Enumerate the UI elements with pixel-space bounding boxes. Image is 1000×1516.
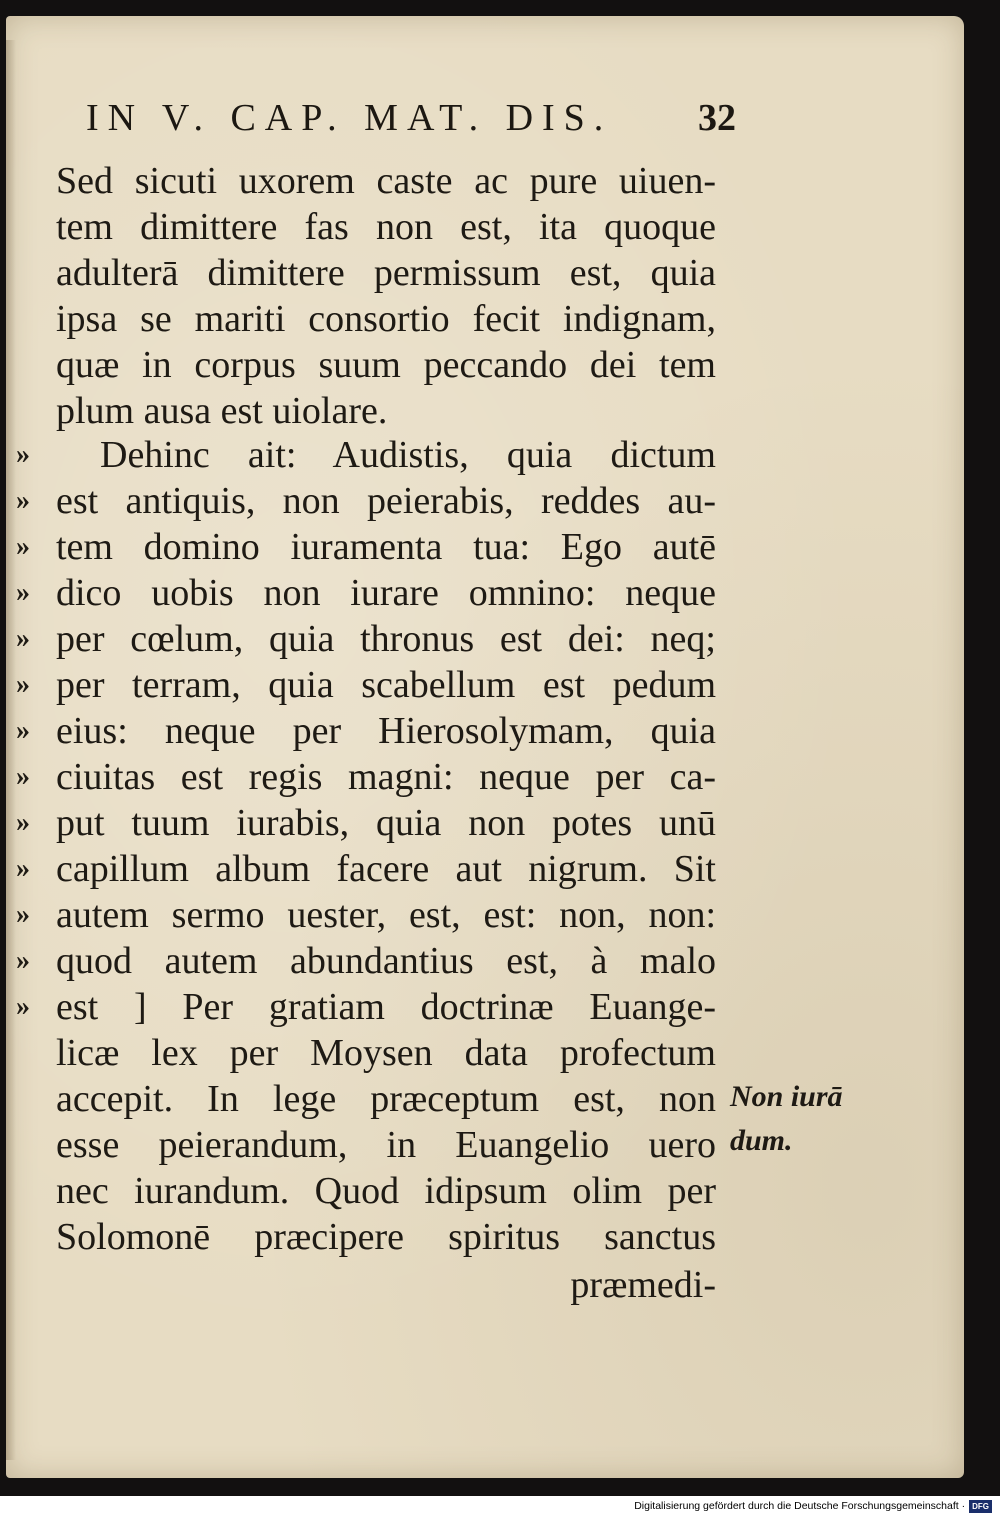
page-gutter-shadow: [6, 40, 16, 1460]
quote-mark: »: [16, 577, 30, 608]
quote-mark: »: [16, 531, 30, 562]
text-line: est antiquis, non peierabis, reddes au-: [56, 480, 716, 522]
marginal-note-line: dum.: [730, 1124, 793, 1157]
marginal-note-line: Non iurā: [730, 1080, 843, 1113]
folio-number: 32: [698, 97, 736, 139]
text-line: autem sermo uester, est, est: non, non:: [56, 894, 716, 936]
quote-mark: »: [16, 623, 30, 654]
quote-mark: »: [16, 485, 30, 516]
text-line: per terram, quia scabellum est pedum: [56, 664, 716, 706]
text-line: adulterā dimittere permissum est, quia: [56, 252, 716, 294]
text-line: tem dimittere fas non est, ita quoque: [56, 206, 716, 248]
text-line: quod autem abundantius est, à malo: [56, 940, 716, 982]
quote-mark: »: [16, 669, 30, 700]
text-line: put tuum iurabis, quia non potes unū: [56, 802, 716, 844]
text-line: ipsa se mariti consortio fecit indignam,: [56, 298, 716, 340]
catchword: præmedi-: [570, 1264, 716, 1306]
text-line: nec iurandum. Quod idipsum olim per: [56, 1170, 716, 1212]
quote-mark: »: [16, 807, 30, 838]
dfg-logo: DFG: [969, 1500, 992, 1513]
digitization-credit: [634, 1498, 992, 1514]
credit-text: Digitalisierung gefördert durch die Deutsche Forschungsgemeinschaft ·: [634, 1500, 966, 1512]
quote-mark: »: [16, 945, 30, 976]
text-line: plum ausa est uiolare.: [56, 390, 388, 432]
text-line: est ] Per gratiam doctrinæ Euange-: [56, 986, 716, 1028]
text-line: accepit. In lege præceptum est, non: [56, 1078, 716, 1120]
quote-mark: »: [16, 715, 30, 746]
quote-mark: »: [16, 439, 30, 470]
text-line: eius: neque per Hierosolymam, quia: [56, 710, 716, 752]
text-line: esse peierandum, in Euangelio uero: [56, 1124, 716, 1166]
quote-mark: »: [16, 899, 30, 930]
text-line: capillum album facere aut nigrum. Sit: [56, 848, 716, 890]
running-head: IN V. CAP. MAT. DIS.: [86, 97, 613, 139]
text-line: licæ lex per Moysen data profectum: [56, 1032, 716, 1074]
text-line: Sed sicuti uxorem caste ac pure uiuen-: [56, 160, 716, 202]
text-line: Solomonē præcipere spiritus sanctus: [56, 1216, 716, 1258]
quote-mark: »: [16, 991, 30, 1022]
text-line: Dehinc ait: Audistis, quia dictum: [100, 434, 716, 476]
text-line: quæ in corpus suum peccando dei tem: [56, 344, 716, 386]
text-line: dico uobis non iurare omnino: neque: [56, 572, 716, 614]
text-line: per cœlum, quia thronus est dei: neq;: [56, 618, 716, 660]
text-line: tem domino iuramenta tua: Ego autē: [56, 526, 716, 568]
text-line: ciuitas est regis magni: neque per ca-: [56, 756, 716, 798]
quote-mark: »: [16, 761, 30, 792]
quote-mark: »: [16, 853, 30, 884]
